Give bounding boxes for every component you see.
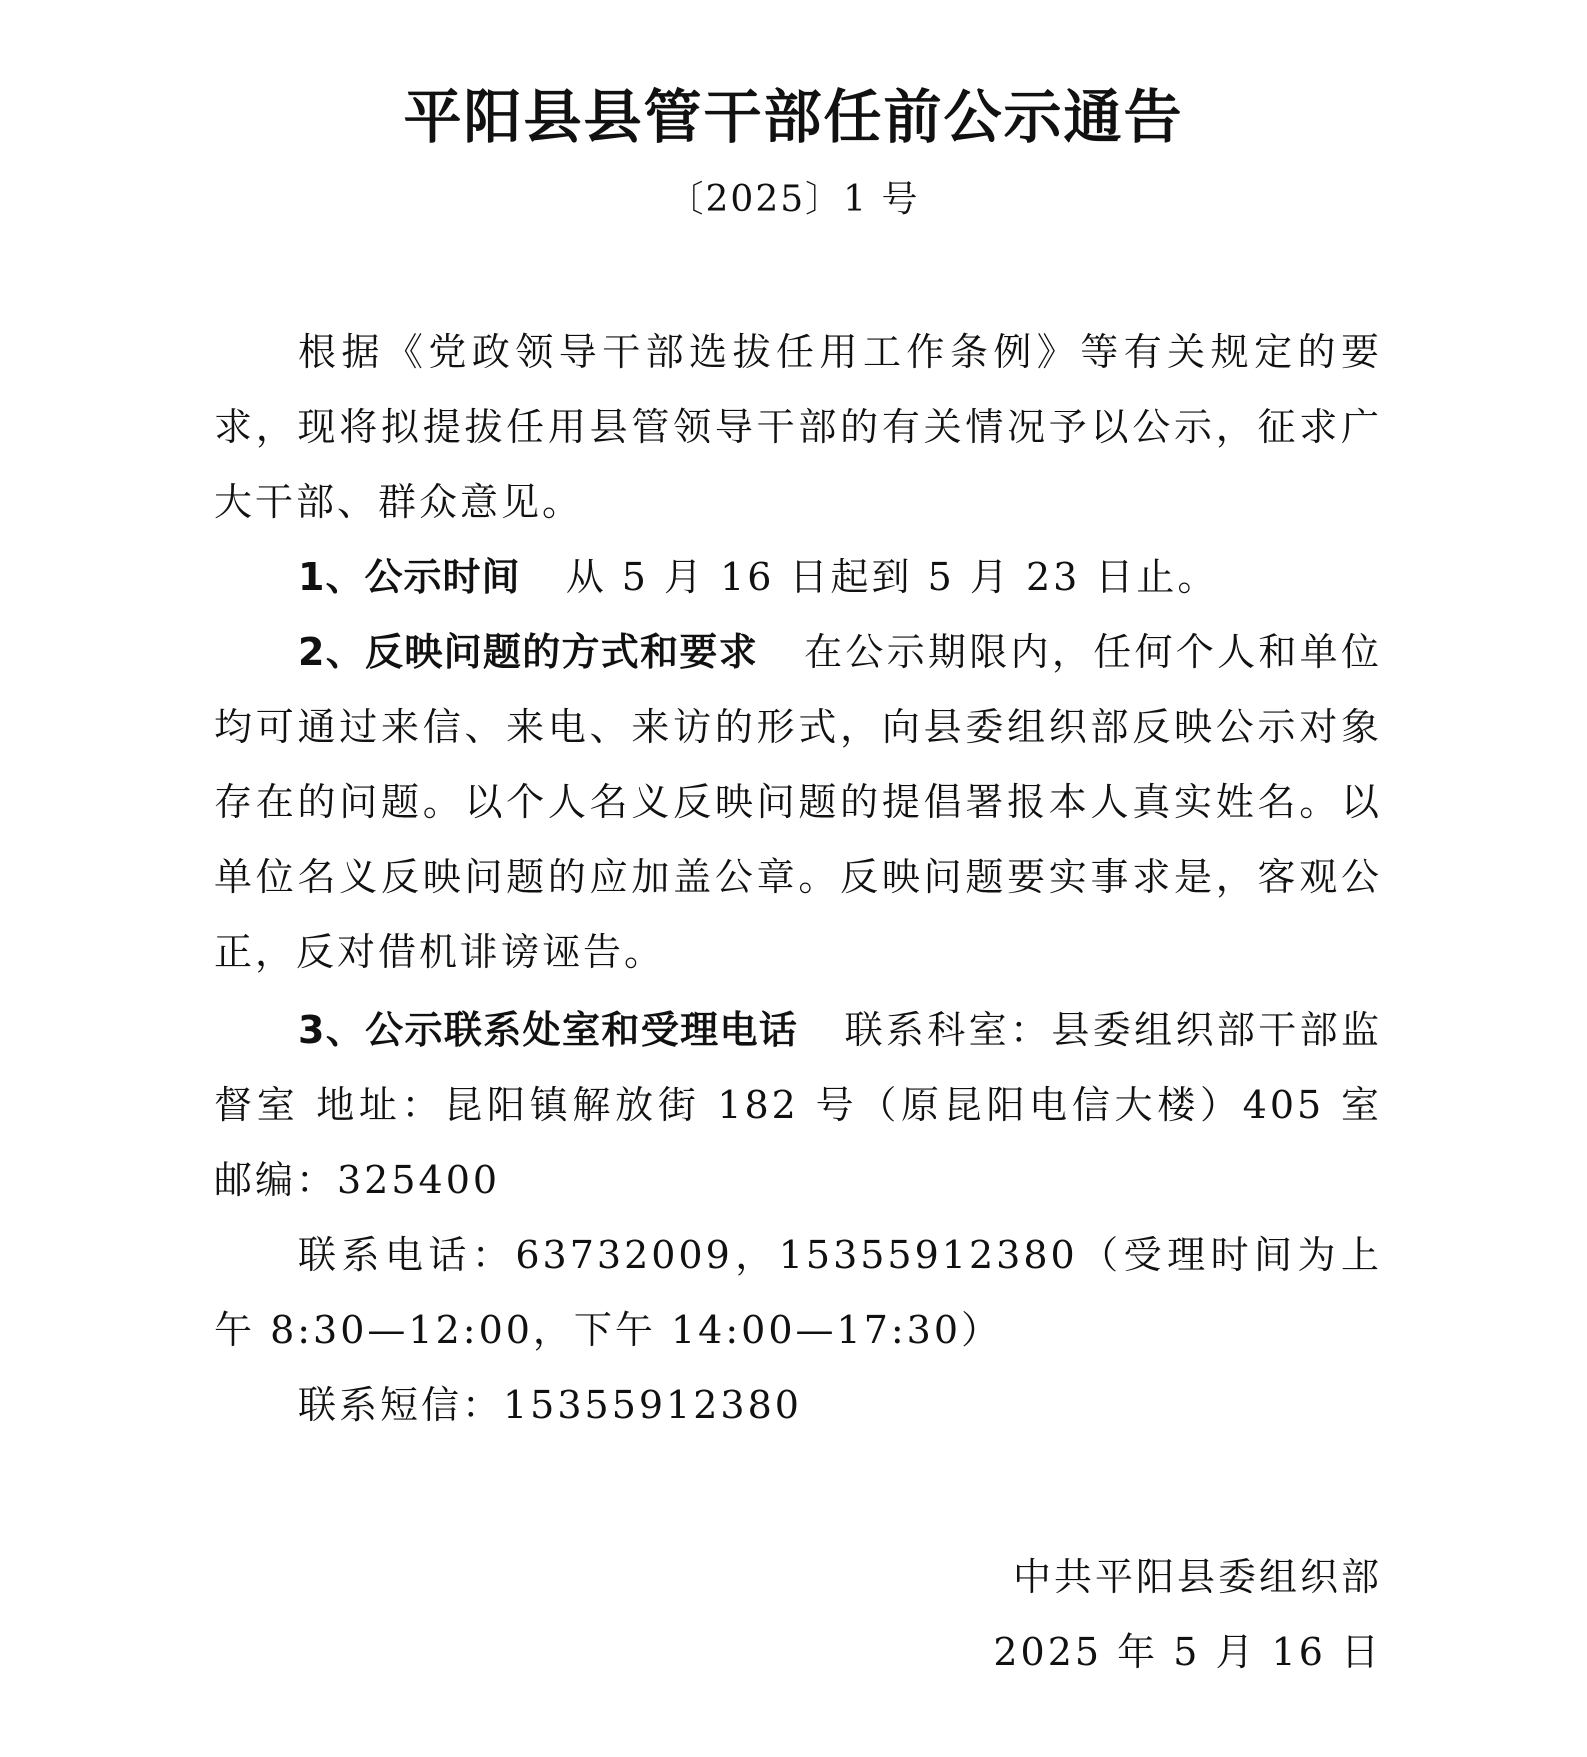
contact-sms: 联系短信：15355912380 bbox=[298, 1383, 802, 1427]
page-title: 平阳县县管干部任前公示通告 bbox=[403, 83, 1184, 151]
signature-date: 2025 年 5 月 16 日 bbox=[993, 1630, 1382, 1674]
item-publicity-period bbox=[214, 540, 1382, 615]
item-text: 从 5 月 16 日起到 5 月 23 日止。 bbox=[565, 555, 1219, 599]
notice-body bbox=[214, 315, 1382, 1443]
intro-paragraph: 根据《党政领导干部选拔任用工作条例》等有关规定的要求，现将拟提拔任用县管领导干部的有关情况予以公示，征求广大干部、群众意见。 bbox=[214, 330, 1382, 524]
item-contact-office bbox=[214, 993, 1382, 1218]
item-feedback-method bbox=[214, 615, 1382, 990]
contact-phone: 联系电话：63732009，15355912380（受理时间为上午 8:30—12:00，下午 14:00—17:30） bbox=[214, 1233, 1382, 1352]
document-number: 〔2025〕1 号 bbox=[667, 179, 920, 220]
item-text: 在公示期限内，任何个人和单位均可通过来信、来电、来访的形式，向县委组织部反映公示对象存在的问题。以个人名义反映问题的提倡署报本人真实姓名。以单位名义反映问题的应加盖公章。反映问题要实事求是，客观公正，反对借机诽谤诬告。 bbox=[214, 630, 1382, 974]
signature-organization: 中共平阳县委组织部 bbox=[1012, 1555, 1382, 1599]
item-heading: 2、反映问题的方式和要求 bbox=[298, 630, 758, 674]
item-text: 联系科室：县委组织部干部监督室 地址：昆阳镇解放街 182 号（原昆阳电信大楼）405 室 邮编：325400 bbox=[214, 1008, 1382, 1202]
item-heading: 3、公示联系处室和受理电话 bbox=[298, 1008, 799, 1052]
item-heading: 1、公示时间 bbox=[298, 555, 521, 599]
